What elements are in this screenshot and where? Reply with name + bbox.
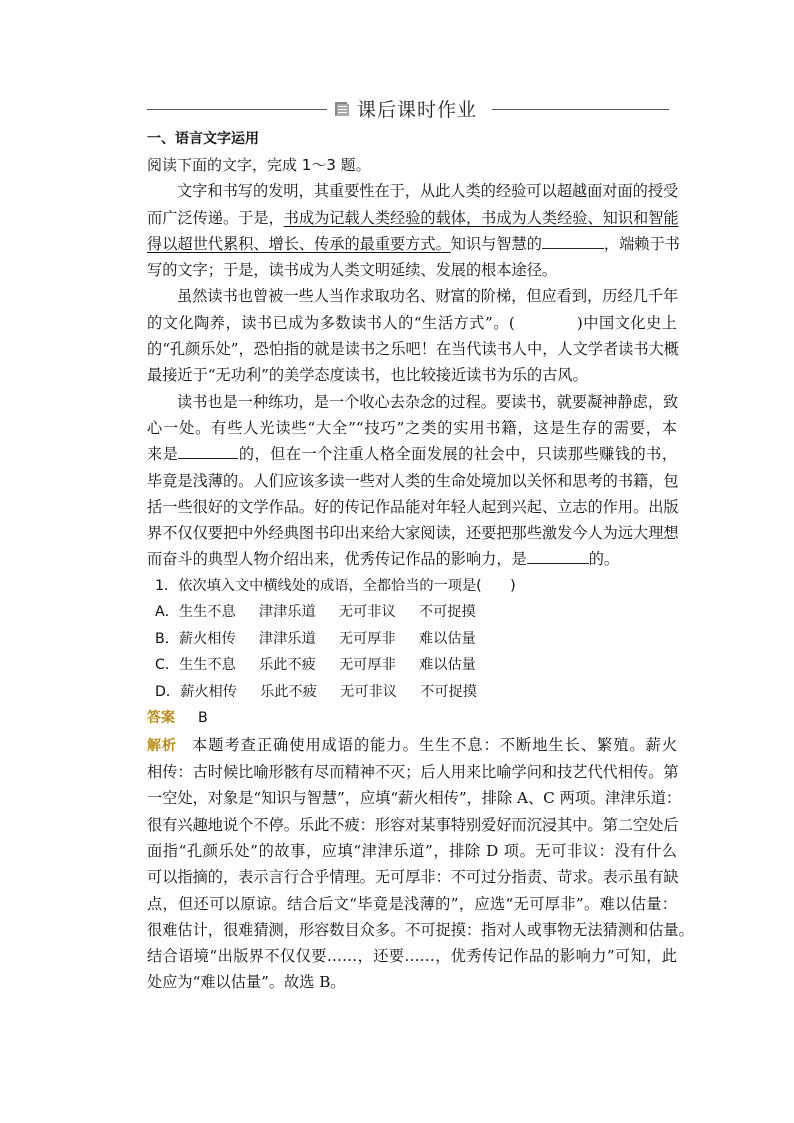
analysis-line: 点，但还可以原谅。结合后文“毕竟是浅薄的”，应选“无可厚非”。难以估量： — [147, 894, 677, 913]
answer-line — [147, 705, 677, 732]
passage-line — [147, 205, 677, 231]
option-term: 津津乐道 — [258, 604, 316, 621]
passage-line — [147, 441, 677, 467]
analysis-line: 很有兴趣地说个不停。乐此不疲：形容对某事特别爱好而沉浸其中。第二空处后 — [147, 815, 679, 834]
question-stem: 1．依次填入文中横线处的成语，全都恰当的一项是( ) — [155, 577, 516, 594]
analysis-line: 一空处，对象是“知识与智慧”，应填“薪火相传”，排除 A、C 两项。津津乐道： — [147, 789, 682, 808]
text-run: 来是 — [147, 445, 179, 464]
analysis-label: 解析 — [147, 737, 178, 754]
instruction: 阅读下面的文字，完成 1～3 题。 — [147, 156, 371, 174]
header-title: 课后课时作业 — [357, 99, 478, 121]
section-title: 一、语言文字运用 — [147, 131, 259, 147]
option-b — [147, 626, 677, 653]
passage-line: 写的文字；于是，读书成为人类文明延续、发展的根本途径。 — [147, 261, 558, 280]
analysis-line: 很难估计，很难猜测，形容数目众多。不可捉摸：指对人或事物无法猜测和估量。 — [147, 920, 694, 939]
option-term: 津津乐道 — [258, 630, 316, 647]
analysis-line: 相传：古时候比喻形骸有尽而精神不灭；后人用来比喻学问和技艺代代相传。第 — [147, 763, 679, 782]
passage-line: 最接近于“无功利”的美学态度读书，也比较接近读书为乐的古风。 — [147, 366, 588, 385]
passage-line: 界不仅仅要把中外经典图书印出来给大家阅读，还要把那些激发今人为远大理想 — [147, 524, 679, 543]
option-d — [147, 679, 677, 706]
passage-line — [147, 546, 677, 572]
option-term: 乐此不疲 — [259, 657, 316, 674]
option-term: 无可非议 — [338, 604, 396, 621]
passage-line: 虽然读书也曾被一些人当作求取功名、财富的阶梯，但应看到，历经几千年 — [177, 287, 679, 306]
passage-line: 文字和书写的发明，其重要性在于，从此人类的经验可以超越面对面的授受 — [177, 182, 679, 201]
option-term: 生生不息 — [178, 604, 236, 621]
analysis-line: 面指“孔颜乐处”的故事，应填“津津乐道”，排除 D 项。无可非议：没有什么 — [147, 841, 677, 860]
option-c — [147, 652, 677, 679]
analysis-line — [147, 732, 677, 759]
option-a — [147, 599, 677, 626]
option-letter: C． — [155, 657, 180, 674]
underlined-sentence: 得以超世代累积、增长、传承的最重要方式。 — [147, 234, 451, 253]
option-term: 不可捉摸 — [418, 604, 476, 621]
analysis-line: 结合语境“出版界不仅仅要……，还要……，优秀传记作品的影响力”可知，此 — [147, 947, 677, 966]
text-run: 而广泛传递。于是， — [147, 208, 284, 227]
text-run: 本题考查正确使用成语的能力。生生不息：不断地生长、繁殖。薪火 — [191, 735, 678, 754]
option-term: 难以估量 — [419, 657, 476, 674]
passage-line: 的“孔颜乐处”，恐怕指的就是读书之乐吧！在当代读书人中，人文学者读书大概 — [147, 340, 679, 359]
text-run: 的，但在一个注重人格全面发展的社会中，只读那些赚钱的书， — [238, 445, 678, 464]
option-term: 不可捉摸 — [420, 683, 477, 700]
fill-blank-1 — [542, 234, 604, 249]
passage-line: 括一些很好的文学作品。好的传记作品能对年轻人起到兴起、立志的作用。出版 — [147, 497, 679, 516]
passage-paragraph-2 — [147, 283, 677, 388]
passage-line — [147, 310, 677, 336]
text-run: )中国文化史上 — [576, 313, 677, 332]
text-run: 知识与智慧的 — [450, 234, 542, 253]
option-term: 乐此不疲 — [260, 683, 317, 700]
answer-label: 答案 — [147, 710, 175, 727]
passage-line: 读书也是一种练功，是一个收心去杂念的过程。要读书，就要凝神静虑，致 — [177, 392, 679, 411]
analysis-line: 可以指摘的，表示言行合乎情理。无可厚非：不可过分指责、苛求。表示虽有缺 — [147, 868, 679, 887]
fill-blank-2 — [178, 444, 238, 459]
option-term: 无可非议 — [340, 683, 397, 700]
option-term: 难以估量 — [418, 630, 476, 647]
passage-line — [147, 231, 680, 257]
option-term: 无可厚非 — [338, 630, 396, 647]
text-run: 而奋斗的典型人物介绍出来，优秀传记作品的影响力，是 — [147, 550, 527, 569]
text-run: 的。 — [588, 550, 620, 569]
text-run: ，端赖于书 — [603, 234, 680, 253]
fill-blank-3 — [527, 549, 589, 564]
option-term: 薪火相传 — [180, 683, 237, 700]
passage-line: 心一处。有些人光读些“大全”“技巧”之类的实用书籍，这是生存的需要，本 — [147, 418, 677, 437]
answer-value: B — [198, 710, 208, 727]
option-letter: A． — [155, 604, 179, 621]
page-header — [147, 97, 669, 123]
option-term: 无可厚非 — [339, 657, 396, 674]
book-stack-icon — [333, 100, 351, 118]
analysis-block — [147, 732, 694, 996]
underlined-sentence: 书成为记载人类经验的载体，书成为人类经验、知识和智能 — [283, 208, 679, 227]
header-rule-left — [147, 109, 327, 110]
content — [147, 126, 694, 996]
analysis-line: 处应为“难以估量”。故选 B。 — [147, 973, 346, 992]
option-term: 薪火相传 — [178, 630, 236, 647]
header-rule-right — [492, 109, 669, 110]
option-letter: B． — [155, 630, 179, 647]
passage-paragraph-1 — [147, 178, 680, 283]
option-term: 生生不息 — [179, 657, 236, 674]
text-run: 的文化陶养，读书已成为多数读书人的“生活方式”。( — [147, 313, 515, 332]
passage-paragraph-3 — [147, 389, 677, 573]
option-letter: D． — [155, 683, 181, 700]
passage-line: 毕竟是浅薄的。人们应该多读一些对人类的生命处境加以关怀和思考的书籍，包 — [147, 471, 679, 490]
